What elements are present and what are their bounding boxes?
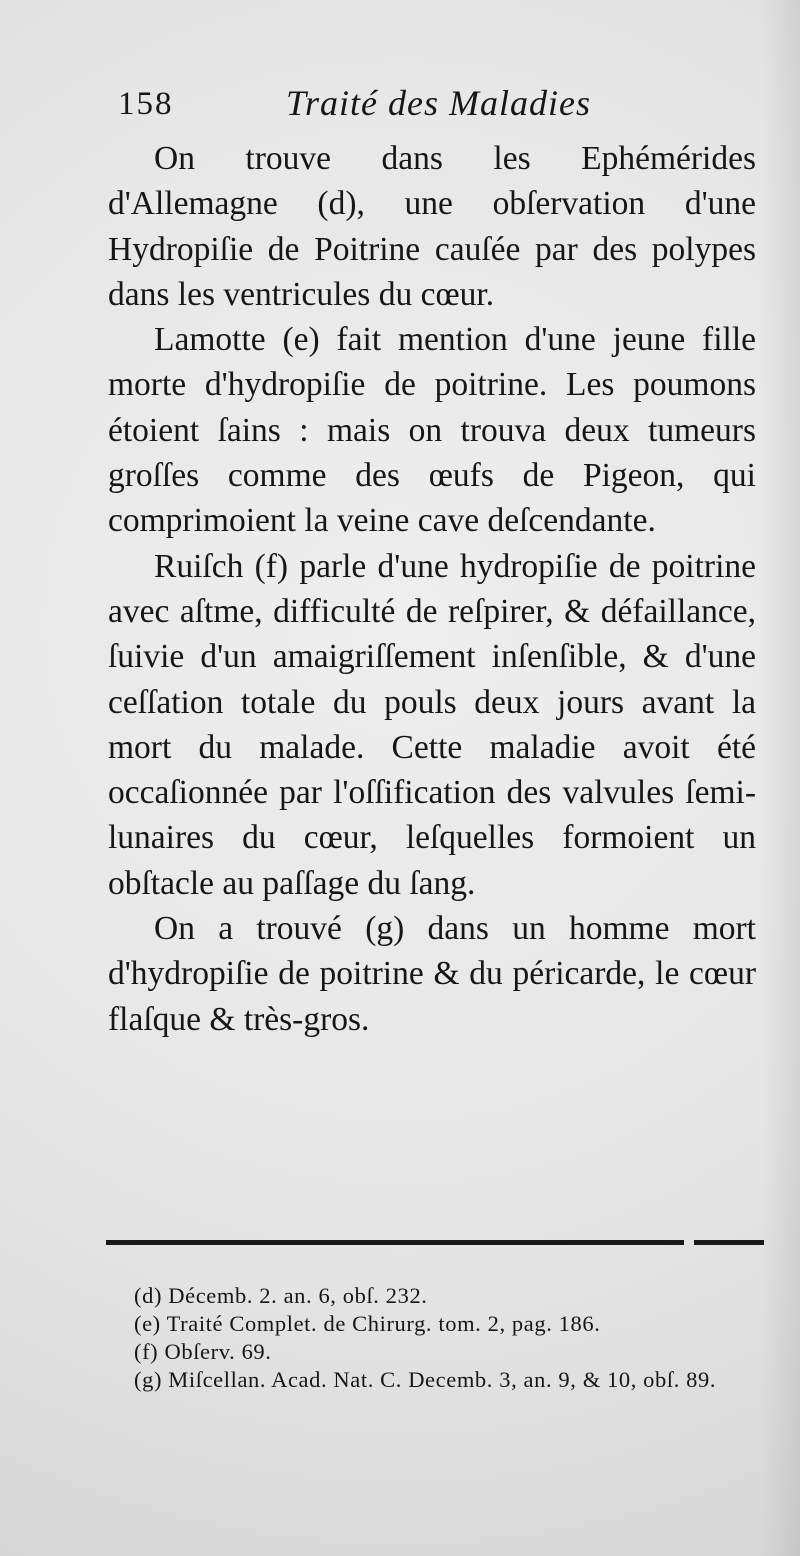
page-number: 158 — [118, 86, 174, 122]
footnote-f: (f) Obſerv. 69. — [134, 1339, 272, 1364]
paragraph-ruisch: Ruiſch (f) parle d'une hydropiſie de poitrine avec aſtme, difficulté de reſpirer, & défaillance, ſuivie d'un amaigriſſement inſenſible, & d'une ceſſation totale du pouls deux jours avant la mort du malade. Cette maladie avoit été occaſionnée par l'oſſification des valvules ſemi-lunaires du cœur, leſquelles formoient un obſtacle au paſſage du ſang. — [108, 547, 756, 902]
footnote-d: (d) Décemb. 2. an. 6, obſ. 232. — [134, 1283, 428, 1308]
footnote-e: (e) Traité Complet. de Chirurg. tom. 2, pag. 186. — [134, 1311, 601, 1336]
paragraph-homme: On a trouvé (g) dans un homme mort d'hydropiſie de poitrine & du péricarde, le cœur flaſque & très-gros. — [108, 910, 756, 1038]
main-text — [108, 136, 756, 1042]
footnote-g: (g) Miſcellan. Acad. Nat. C. Decemb. 3, an. 9, & 10, obſ. 89. — [134, 1367, 717, 1392]
paragraph-lamotte: Lamotte (e) fait mention d'une jeune fille morte d'hydropiſie de poitrine. Les poumons étoient ſains : mais on trouva deux tumeurs groſſes comme des œufs de Pigeon, qui comprimoient la veine cave deſcendante. — [108, 321, 756, 540]
separator-bar-long — [106, 1240, 684, 1245]
footnotes — [106, 1282, 760, 1394]
page-header — [118, 82, 758, 130]
running-title: Traité des Maladies — [286, 83, 591, 123]
paragraph-allemagne: On trouve dans les Ephémérides d'Allemagne (d), une obſervation d'une Hydropiſie de Poitrine cauſée par des polypes dans les ventricules du cœur. — [108, 140, 756, 313]
footnote-separator-rule — [106, 1238, 764, 1247]
separator-bar-short — [694, 1240, 764, 1245]
